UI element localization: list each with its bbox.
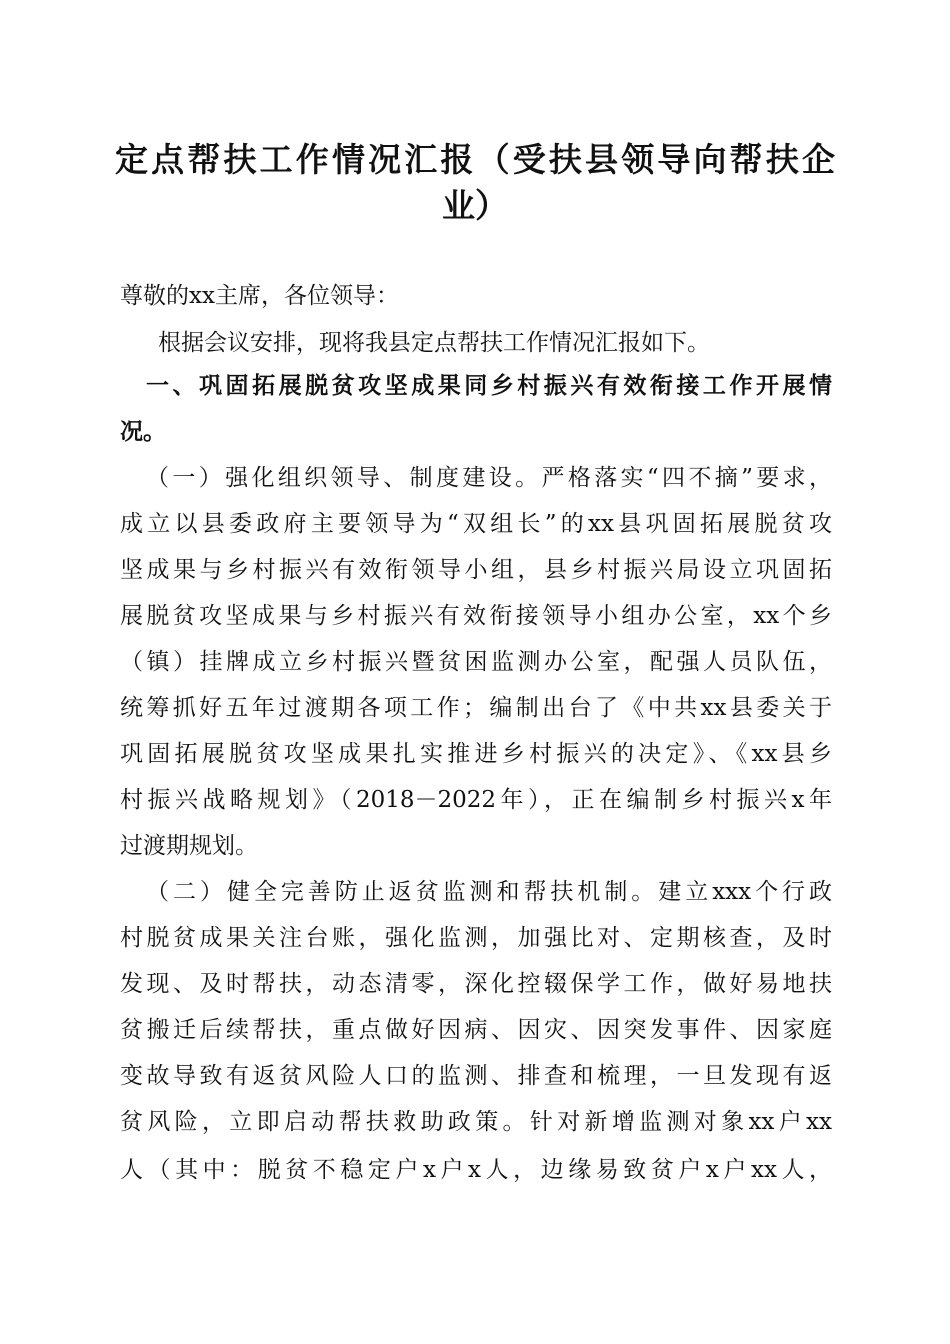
body-text-line: 村脱贫成果关注台账，强化监测，加强比对、定期核查，及时 <box>120 925 832 951</box>
document-title-line2: 业） <box>442 186 508 225</box>
body-text-line: 巩固拓展脱贫攻坚成果扎实推进乡村振兴的决定》、《xx县乡 <box>120 741 832 767</box>
body-text-line: 变故导致有返贫风险人口的监测、排查和梳理，一旦发现有返 <box>120 1063 832 1089</box>
body-text-line: （二）健全完善防止返贫监测和帮扶机制。建立xxx个行政 <box>146 879 832 905</box>
body-text-line: 尊敬的xx主席，各位领导： <box>120 283 399 309</box>
body-text-line: 贫搬迁后续帮扶，重点做好因病、因灾、因突发事件、因家庭 <box>120 1017 832 1043</box>
body-text-line: 成立以县委政府主要领导为“双组长”的xx县巩固拓展脱贫攻 <box>120 511 832 537</box>
body-text-line: 村振兴战略规划》（2018－2022年），正在编制乡村振兴x年 <box>120 787 832 813</box>
body-text-line: （镇）挂牌成立乡村振兴暨贫困监测办公室，配强人员队伍， <box>120 649 832 675</box>
document-title-line1: 定点帮扶工作情况汇报（受扶县领导向帮扶企 <box>115 140 835 179</box>
body-text-line: 根据会议安排，现将我县定点帮扶工作情况汇报如下。 <box>158 330 710 356</box>
body-text-line: 过渡期规划。 <box>120 833 258 859</box>
body-text-line: 人（其中：脱贫不稳定户x户x人，边缘易致贫户x户xx人， <box>120 1157 832 1183</box>
body-text-line: （一）强化组织领导、制度建设。严格落实“四不摘”要求， <box>146 465 832 491</box>
body-text-line: 坚成果与乡村振兴有效衔领导小组，县乡村振兴局设立巩固拓 <box>120 557 832 583</box>
body-text-line: 贫风险，立即启动帮扶救助政策。针对新增监测对象xx户xx <box>120 1109 832 1135</box>
body-text-line: 展脱贫攻坚成果与乡村振兴有效衔接领导小组办公室，xx个乡 <box>120 603 832 629</box>
body-text-line: 发现、及时帮扶，动态清零，深化控辍保学工作，做好易地扶 <box>120 971 832 997</box>
body-text-line: 统筹抓好五年过渡期各项工作；编制出台了《中共xx县委关于 <box>120 695 832 721</box>
section-heading-line: 况。 <box>120 419 166 445</box>
section-heading-line: 一、巩固拓展脱贫攻坚成果同乡村振兴有效衔接工作开展情 <box>146 373 832 399</box>
